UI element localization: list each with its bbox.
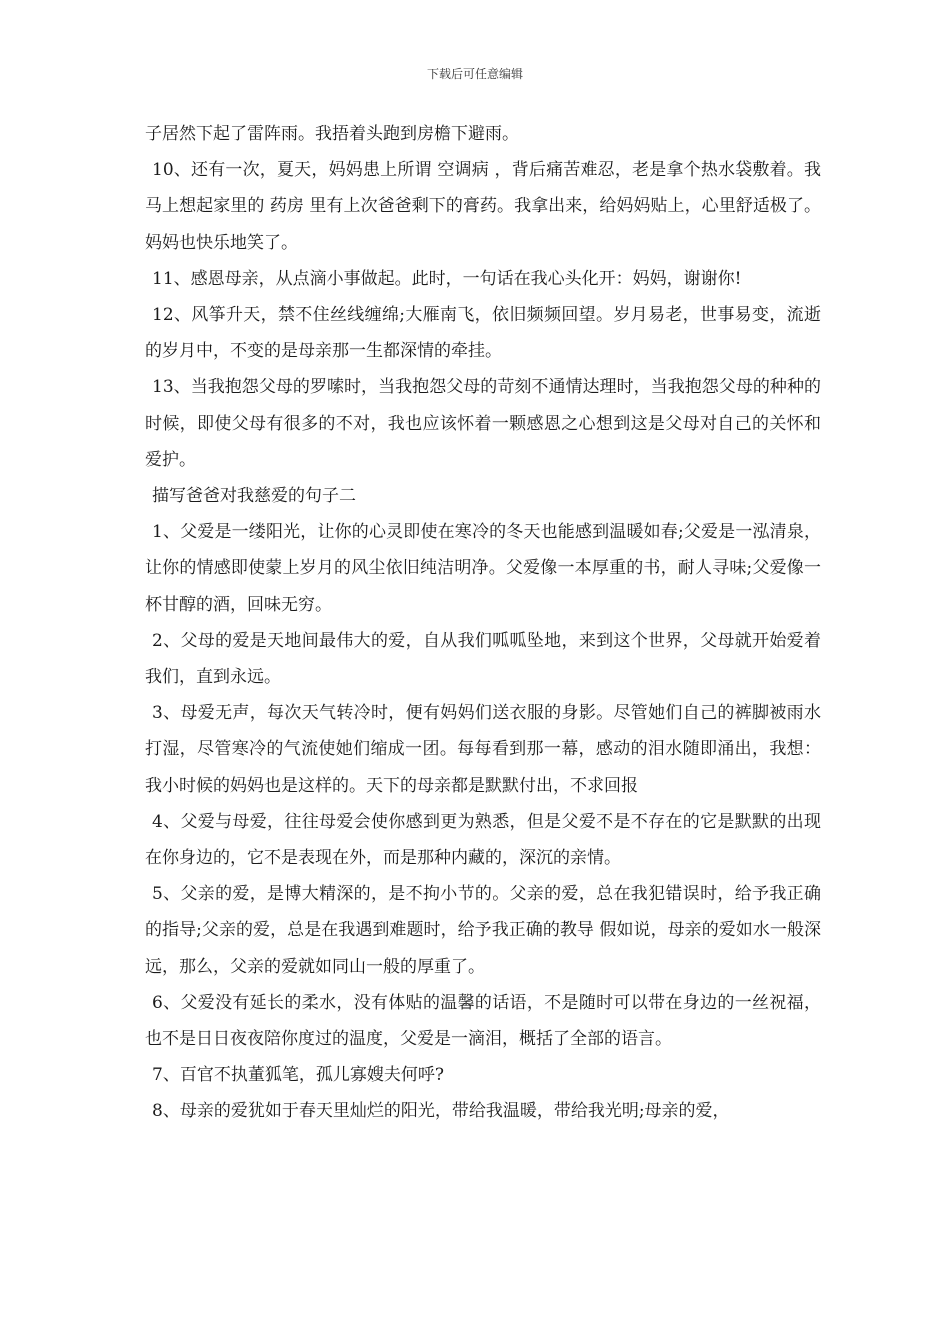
paragraph: 10、还有一次，夏天，妈妈患上所谓 空调病 ，背后痛苦难忍，老是拿个热水袋敷着。我马上想起家里的 药房 里有上次爸爸剩下的膏药。我拿出来，给妈妈贴上，心里舒适极了。妈妈也快乐地笑了。 (145, 160, 821, 253)
page-header: 下载后可任意编辑 (426, 67, 523, 81)
section-heading: 描写爸爸对我慈爱的句子二 (152, 486, 356, 507)
paragraph: 12、风筝升天，禁不住丝线缠绵;大雁南飞，依旧频频回望。岁月易老，世事易变，流逝的岁月中，不变的是母亲那一生都深情的牵挂。 (145, 305, 821, 362)
paragraph: 7、百官不执董狐笔，孤儿寡嫂夫何呼? (152, 1065, 444, 1086)
paragraph: 2、父母的爱是天地间最伟大的爱，自从我们呱呱坠地，来到这个世界，父母就开始爱着我们，直到永远。 (145, 630, 821, 688)
paragraph: 5、父亲的爱，是博大精深的，是不拘小节的。父亲的爱，总在我犯错误时，给予我正确的指导;父亲的爱，总是在我遇到难题时，给予我正确的教导 假如说，母亲的爱如水一般深远，那么，父亲的爱就如同山一般的厚重了。 (145, 884, 821, 977)
paragraph: 13、当我抱怨父母的罗嗦时，当我抱怨父母的苛刻不通情达理时，当我抱怨父母的种种的时候，即使父母有很多的不对，我也应该怀着一颗感恩之心想到这是父母对自己的关怀和爱护。 (145, 377, 821, 470)
paragraph: 子居然下起了雷阵雨。我捂着头跑到房檐下避雨。 (145, 124, 519, 144)
paragraph: 1、父爱是一缕阳光，让你的心灵即使在寒冷的冬天也能感到温暖如春;父爱是一泓清泉，让你的情感即使蒙上岁月的风尘依旧纯洁明净。父爱像一本厚重的书，耐人寻味;父爱像一杯甘醇的酒，回味无穷。 (145, 522, 821, 615)
paragraph: 8、母亲的爱犹如于春天里灿烂的阳光，带给我温暖，带给我光明;母亲的爱， (152, 1101, 730, 1122)
paragraph: 6、父爱没有延长的柔水，没有体贴的温馨的话语，不是随时可以带在身边的一丝祝福，也不是日日夜夜陪你度过的温度，父爱是一滴泪，概括了全部的语言。 (145, 992, 821, 1050)
document-body (145, 116, 821, 1130)
paragraph: 3、母爱无声，每次天气转冷时，便有妈妈们送衣服的身影。尽管她们自己的裤脚被雨水打湿，尽管寒冷的气流使她们缩成一团。每每看到那一幕，感动的泪水随即涌出，我想：我小时候的妈妈也是这样的。天下的母亲都是默默付出，不求回报 (145, 703, 821, 796)
paragraph: 11、感恩母亲，从点滴小事做起。此时，一句话在我心头化开：妈妈，谢谢你! (152, 268, 742, 289)
paragraph: 4、父爱与母爱，往往母爱会使你感到更为熟悉，但是父爱不是不存在的它是默默的出现在你身边的，它不是表现在外，而是那种内藏的，深沉的亲情。 (145, 811, 821, 869)
